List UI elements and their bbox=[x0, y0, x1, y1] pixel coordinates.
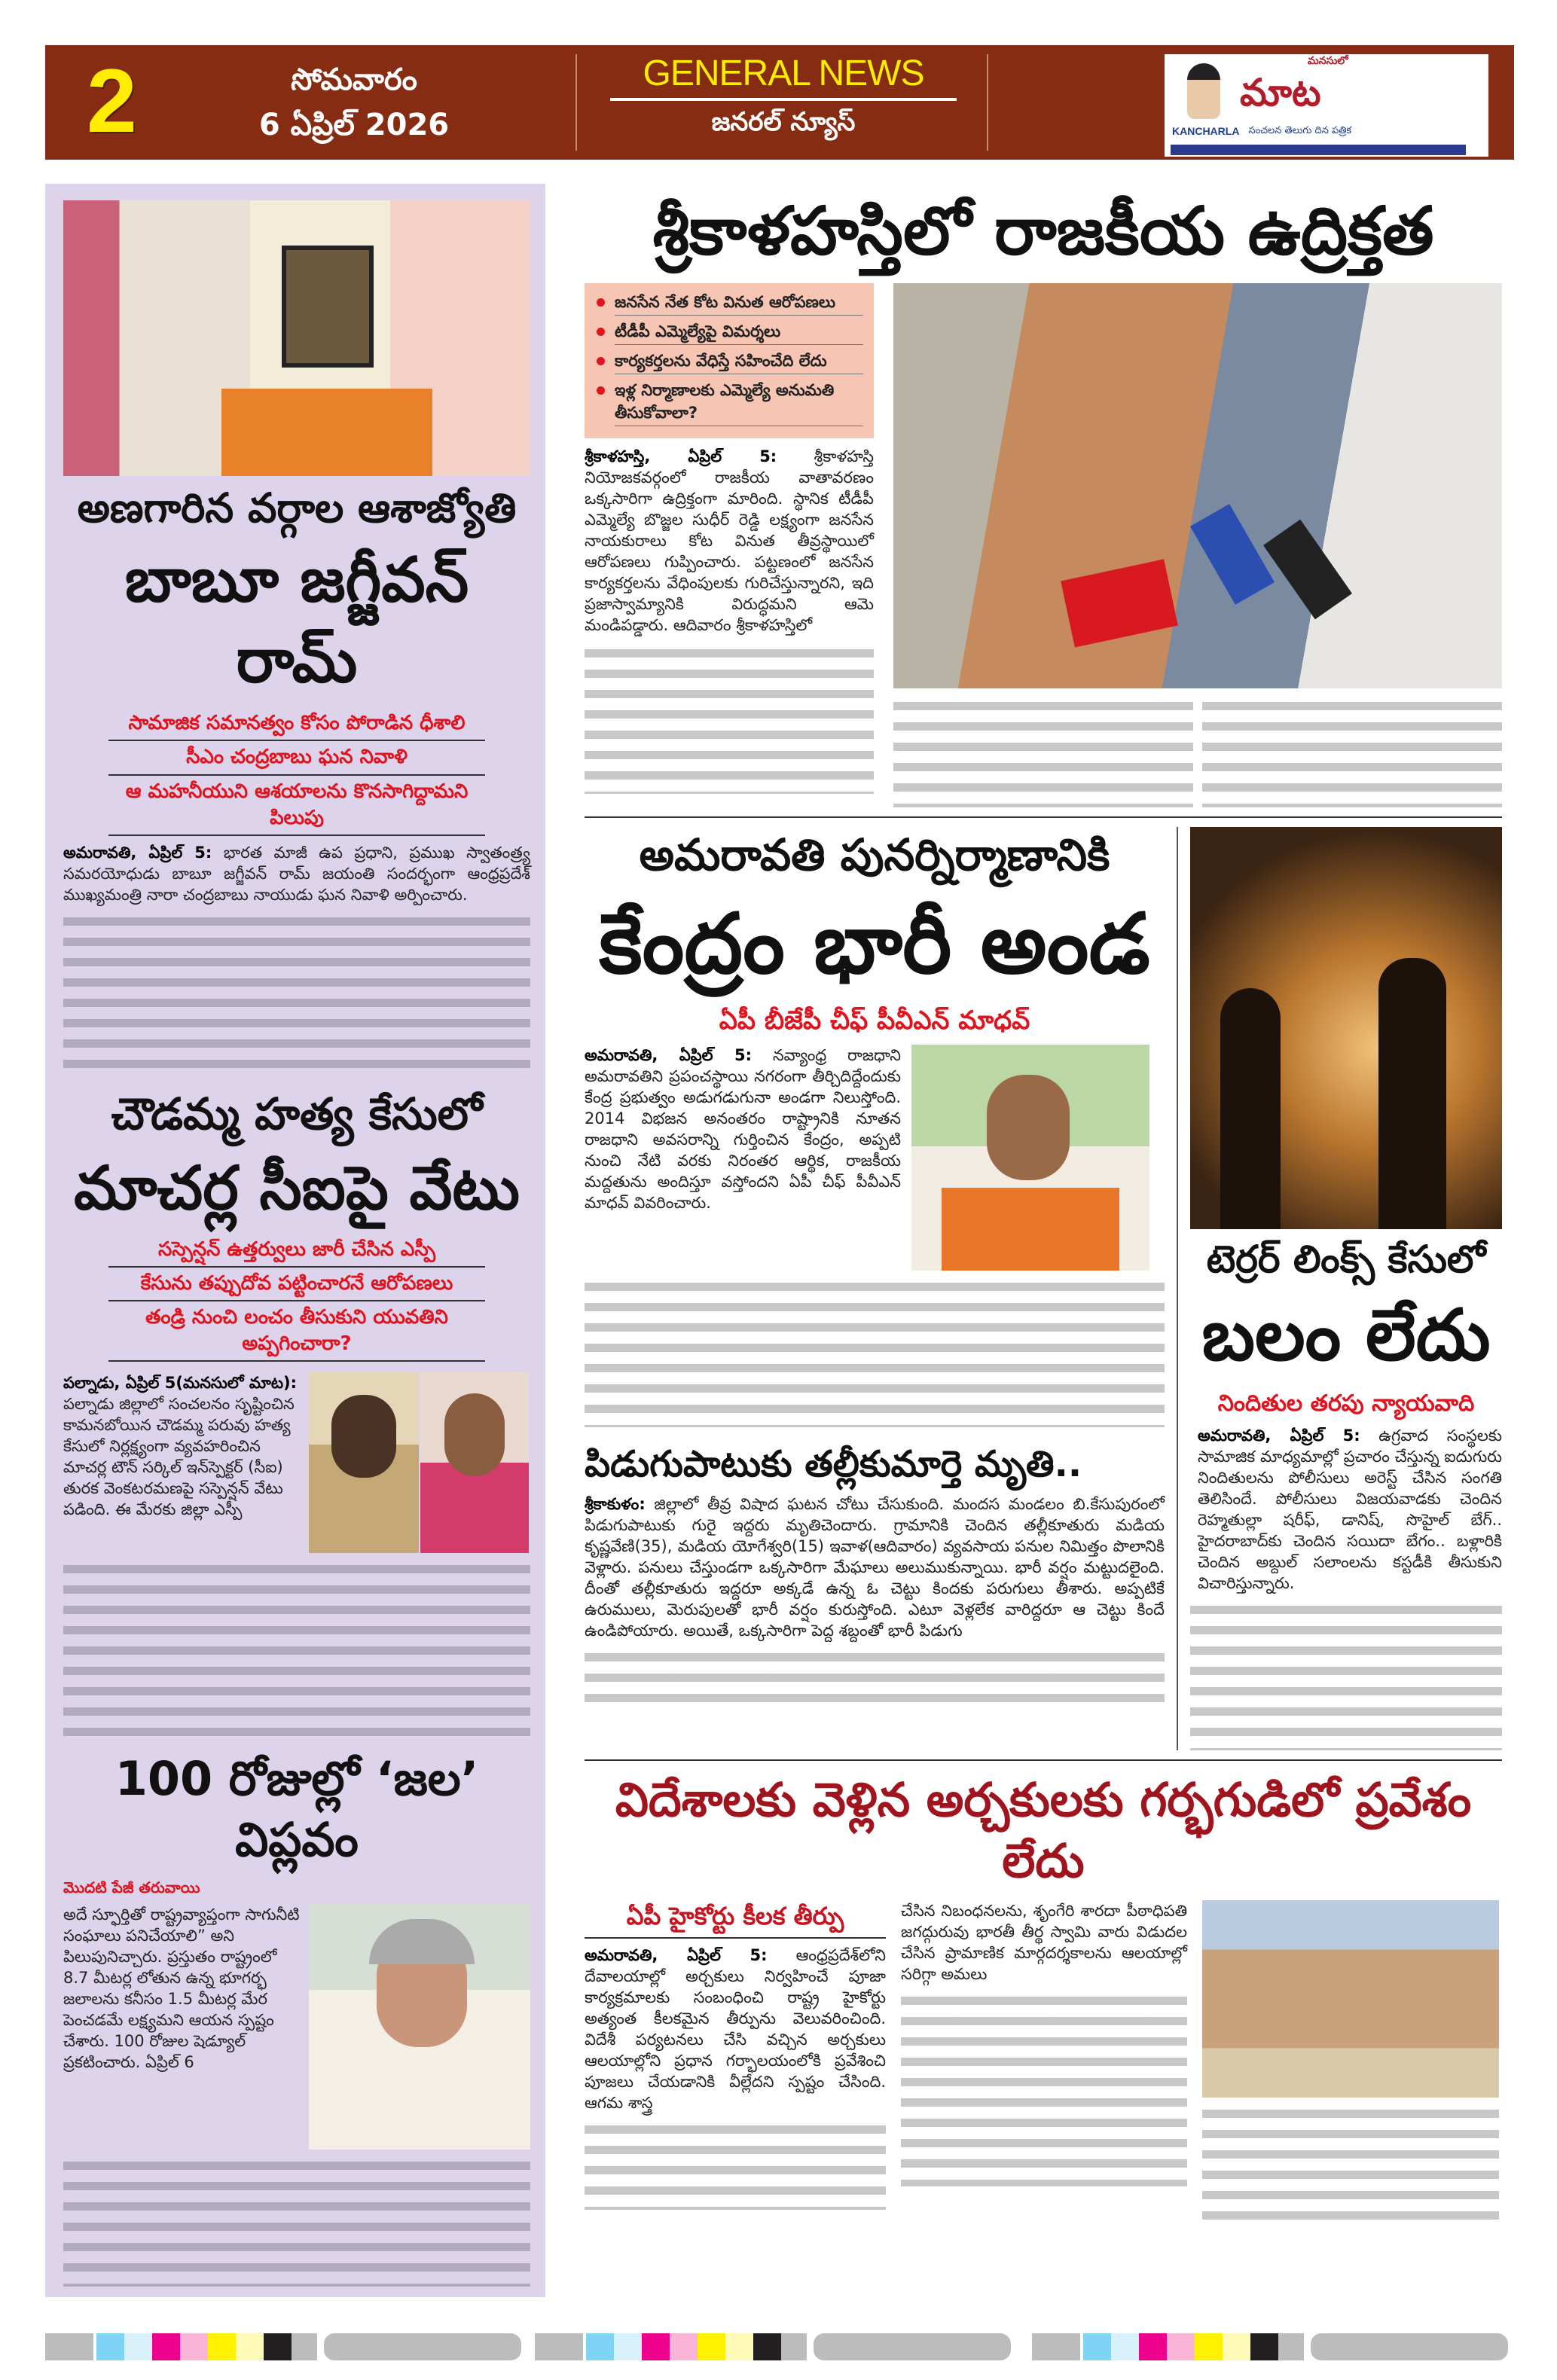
date: 6 ఏప్రిల్ 2026 bbox=[258, 108, 450, 142]
priests-body-col2 bbox=[901, 1900, 1187, 1985]
subhead: సీఎం చంద్రబాబు ఘన నివాళి bbox=[108, 741, 485, 775]
newspaper-logo bbox=[1165, 54, 1488, 157]
article-text: పల్నాడు జిల్లాలో సంచలనం సృష్టించిన కామనబోయిన చౌడమ్మ పరువు హత్య కేసులో నిర్లక్ష్యంగా వ్యవహరించిన మాచర్ల టౌన్ సర్కిల్ ఇన్‌స్పెక్టర్ (సీఐ) తురక వెంకటరమణపై సస్పెన్షన్ వేటు పడింది. ఈ మేరకు జిల్లా ఎస్పీ bbox=[63, 1394, 295, 1518]
terror-body bbox=[1190, 1425, 1502, 1594]
lightning-headline: పిడుగుపాటుకు తల్లీకుమార్తె మృతి.. bbox=[585, 1442, 1082, 1485]
dateline: అమరావతి, ఏప్రిల్ 5: bbox=[1198, 1426, 1360, 1445]
jagjivan-kicker: అణగారిన వర్గాల ఆశాజ్యోతి bbox=[77, 484, 517, 532]
priests-col2 bbox=[901, 1900, 1187, 2186]
amaravati-story bbox=[585, 1045, 1165, 1271]
dateline: శ్రీకాకుళం: bbox=[585, 1495, 646, 1514]
bullet-icon bbox=[597, 357, 605, 365]
highlight-item bbox=[615, 349, 863, 374]
article-text: శ్రీకాళహస్తి నియోజకవర్గంలో రాజకీయ వాతావరణం ఒక్కసారిగా ఉద్రిక్తంగా మారింది. స్థానిక టీడీపీ ఎమ్మెల్యే బొజ్జల సుధీర్ రెడ్డి లక్ష్యంగా జనసేన నాయకురాలు కోట వినుత తీవ్రస్థాయిలో ఆరోపణలు గుప్పించారు. పట్టణంలో జనసేన కార్యకర్తలను వేధింపులకు గురిచేస్తున్నారని, ఇది ప్రజాస్వామ్యానికి విరుద్ధమని ఆమె మండిపడ్డారు. ఆదివారం శ్రీకాళహస్తిలో bbox=[585, 447, 874, 635]
face bbox=[444, 1393, 505, 1476]
color-swatch bbox=[586, 2333, 614, 2360]
chowdamma-body bbox=[63, 1372, 301, 1520]
dateline: పల్నాడు, ఏప్రిల్ 5(మనసులో మాట): bbox=[63, 1373, 298, 1392]
srikalahasti-highlights bbox=[585, 283, 874, 438]
text-continuation bbox=[901, 1991, 1187, 2186]
color-swatch bbox=[264, 2333, 292, 2360]
tv-mic-logo bbox=[1061, 560, 1178, 648]
masthead-divider bbox=[987, 54, 988, 151]
page-number: 2 bbox=[87, 50, 137, 151]
color-swatch bbox=[535, 2333, 583, 2360]
high-court-photo bbox=[1202, 1900, 1499, 2098]
chowdamma-subheads bbox=[63, 1234, 530, 1362]
color-swatch bbox=[614, 2333, 642, 2360]
subhead: ఆ మహనీయుని ఆశయాలను కొనసాగిద్దామని పిలుపు bbox=[108, 776, 485, 836]
column-divider bbox=[1177, 827, 1178, 1750]
subhead: కేసును తప్పుదోవ పట్టించారనే ఆరోపణలు bbox=[108, 1268, 485, 1301]
section-rule bbox=[610, 98, 957, 101]
dateline: అమరావతి, ఏప్రిల్ 5: bbox=[585, 1045, 753, 1064]
portrait-frame bbox=[282, 246, 374, 368]
jagjivan-body bbox=[63, 842, 530, 905]
highlight-text: ఇళ్ల నిర్మాణాలకు ఎమ్మెల్యే అనుమతి తీసుకోవాలా? bbox=[615, 381, 835, 423]
text-continuation bbox=[585, 643, 874, 794]
amaravati-body bbox=[585, 1045, 901, 1213]
jagjivan-subheads bbox=[63, 707, 530, 835]
article-text: చేసిన నిబంధనలను, శృంగేరి శారదా పీఠాధిపతి జగద్గురువు భారతీ తీర్థ స్వామి వారు విడుదల చేసిన ప్రామాణిక మార్గదర్శకాలను ఆలయాల్లో సరిగ్గా అమలు bbox=[901, 1902, 1187, 1984]
chowdamma-photos bbox=[309, 1372, 529, 1553]
logo-brand: మాట bbox=[1240, 71, 1321, 114]
amaravati-kicker: అమరావతి పునర్నిర్మాణానికి bbox=[639, 829, 1110, 881]
chowdamma-headline: మాచర్ల సీఐపై వేటు bbox=[74, 1152, 520, 1223]
color-swatch bbox=[642, 2333, 670, 2360]
color-swatch bbox=[1167, 2333, 1195, 2360]
gray-registration-bar bbox=[324, 2333, 521, 2360]
chandrababu-photo bbox=[309, 1904, 530, 2150]
logo-tagline: సంచలన తెలుగు దిన పత్రిక bbox=[1248, 125, 1352, 136]
article-text: భారత మాజీ ఉప ప్రధాని, ప్రముఖ స్వాతంత్ర్య సమరయోధుడు బాబూ జగ్జీవన్ రామ్ జయంతి సందర్భంగా ఆంధ్రప్రదేశ్ ముఖ్యమంత్రి నారా చంద్రబాబు నాయుడు ఘన నివాళి అర్పించారు. bbox=[63, 843, 530, 904]
subhead: సామాజిక సమానత్వం కోసం పోరాడిన ధీశాలి bbox=[108, 707, 485, 741]
color-swatch bbox=[1195, 2333, 1223, 2360]
highlight-text: జనసేన నేత కోట వినుత ఆరోపణలు bbox=[615, 293, 836, 312]
main-area bbox=[585, 188, 1502, 2320]
microphone-icon bbox=[1190, 504, 1275, 605]
text-continuation bbox=[63, 911, 530, 1080]
logo-bar bbox=[1171, 145, 1466, 155]
bullet-icon bbox=[597, 298, 605, 307]
gray-registration-bar bbox=[814, 2333, 1011, 2360]
color-swatch bbox=[1278, 2333, 1304, 2360]
amaravati-column bbox=[585, 827, 1165, 1707]
color-swatch bbox=[292, 2333, 317, 2360]
terror-silhouette-photo bbox=[1190, 827, 1502, 1229]
text-continuation bbox=[63, 1559, 530, 1743]
priests-headline: విదేశాలకు వెళ్లిన అర్చకులకు గర్భగుడిలో ప్రవేశం లేదు bbox=[615, 1772, 1472, 1888]
face bbox=[331, 1395, 396, 1478]
highlight-item bbox=[615, 320, 863, 345]
dateline: అమరావతి, ఏప్రిల్ 5: bbox=[585, 1946, 768, 1965]
logo-footer bbox=[1172, 124, 1351, 139]
color-swatch bbox=[152, 2333, 180, 2360]
bullet-icon bbox=[597, 328, 605, 336]
highlight-text: టీడీపీ ఎమ్మెల్యేపై విమర్శలు bbox=[615, 322, 781, 341]
highlight-item bbox=[615, 379, 863, 426]
color-swatch bbox=[1111, 2333, 1139, 2360]
pvn-madhav-photo bbox=[911, 1045, 1149, 1271]
srikalahasti-body-cont bbox=[893, 696, 1502, 807]
color-swatch bbox=[96, 2333, 124, 2360]
founder-portrait-icon bbox=[1187, 63, 1220, 119]
text-continuation bbox=[585, 2119, 886, 2210]
text-continuation bbox=[893, 696, 1193, 807]
srikalahasti-text-column bbox=[585, 283, 874, 794]
highlight-text: కార్యకర్తలను వేధిస్తే సహించేది లేదు bbox=[615, 352, 827, 371]
article-text: అదే స్ఫూర్తితో రాష్ట్రవ్యాప్తంగా సాగునీటి సంఘాలు పనిచేయాలి” అని పిలుపునిచ్చారు. ప్రస్తుతం రాష్ట్రంలో 8.7 మీటర్ల లోతున ఉన్న భూగర్భ జలాలను కనీసం 1.5 మీటర్ల మేర పెంచడమే లక్ష్యమని ఆయన స్పష్టం చేశారు. 100 రోజుల షెడ్యూల్ ప్రకటించారు. ఏప్రిల్ 6 bbox=[63, 1905, 300, 2071]
water-body bbox=[63, 1904, 301, 2073]
chowdamma-kicker: చౌడమ్మ హత్య కేసులో bbox=[111, 1088, 483, 1140]
microphone-icon bbox=[1263, 520, 1352, 620]
lightning-body bbox=[585, 1494, 1165, 1641]
color-swatch bbox=[670, 2333, 698, 2360]
logo-publisher: KANCHARLA bbox=[1172, 125, 1240, 137]
terror-column bbox=[1190, 827, 1502, 1750]
terror-subhead: నిందితుల తరపు న్యాయవాది bbox=[1217, 1390, 1475, 1417]
color-swatch bbox=[753, 2333, 781, 2360]
text-continuation bbox=[63, 2156, 530, 2287]
face bbox=[987, 1075, 1070, 1180]
silhouette bbox=[1220, 988, 1281, 1229]
section-title bbox=[588, 53, 979, 140]
srikalahasti-headline: శ్రీకాళహస్తిలో రాజకీయ ఉద్రిక్తత bbox=[652, 192, 1434, 270]
jagjivan-tribute-photo bbox=[63, 200, 530, 476]
press-meet-photo bbox=[893, 283, 1502, 688]
bullet-icon bbox=[597, 386, 605, 395]
article-text: నవ్యాంధ్ర రాజధాని అమరావతిని ప్రపంచస్థాయి నగరంగా తీర్చిదిద్దేందుకు కేంద్ర ప్రభుత్వం అడుగడుగునా అండగా నిలుస్తోంది. 2014 విభజన అనంతరం రాష్ట్రానికి నూతన రాజధాని అవసరాన్ని గుర్తించిన కేంద్రం, అప్పటి నుంచి నేటి వరకు నిరంతర ఆర్థిక, రాజకీయ మద్దతును అందిస్తూ వస్తోందని ఏపీ చీఫ్ పీవీఎన్ మాధవ్ వివరించారు. bbox=[585, 1045, 901, 1212]
priests-col1 bbox=[585, 1900, 886, 2210]
middle-section bbox=[585, 827, 1502, 1750]
silhouette bbox=[1378, 958, 1446, 1229]
color-swatch bbox=[1223, 2333, 1250, 2360]
color-swatch bbox=[1083, 2333, 1111, 2360]
water-headline: 100 రోజుల్లో ‘జల’ విప్లవం bbox=[114, 1751, 479, 1867]
text-continuation bbox=[1190, 1600, 1502, 1750]
logo-wordmark bbox=[1240, 54, 1481, 117]
subhead: సస్పెన్షన్ ఉత్తర్వులు జారీ చేసిన ఎస్పీ bbox=[108, 1234, 485, 1268]
text-continuation bbox=[1202, 2104, 1499, 2224]
article-text: ఆంధ్రప్రదేశ్‌లోని దేవాలయాల్లో అర్చకులు నిర్వహించే పూజా కార్యక్రమాలకు సంబంధించి రాష్ట్ర హైకోర్టు అత్యంత కీలకమైన తీర్పును వెలువరించింది. విదేశీ పర్యటనలు చేసి వచ్చిన అర్చకులు ఆలయాల్లోని ప్రధాన గర్భాలయంలోకి ప్రవేశించి పూజలు చేయడానికి వీల్లేదని స్పష్టం చేసింది. ఆగమ శాస్త్ర bbox=[585, 1946, 886, 2113]
jagjivan-headline: బాబూ జగ్జీవన్ రామ్ bbox=[124, 545, 469, 697]
ci-photo bbox=[309, 1372, 419, 1553]
color-swatch bbox=[698, 2333, 725, 2360]
srikalahasti-body bbox=[585, 446, 874, 636]
gray-registration-bar bbox=[1311, 2333, 1508, 2360]
left-sidebar-content bbox=[63, 200, 530, 2287]
text-continuation bbox=[585, 1647, 1165, 1707]
flower-garland bbox=[221, 389, 432, 476]
amaravati-headline: కేంద్రం భారీ అండ bbox=[599, 895, 1150, 992]
article-text: ఉగ్రవాద సంస్థలకు సామాజిక మాధ్యమాల్లో ప్రచారం చేస్తున్న ఐదుగురు నిందితులను పోలీసులు అరెస్ట్ చేసిన సంగతి తెలిసిందే. పోలీసులు విజయవాడకు చెందిన రెహ్మతుల్లా షరీఫ్, డానిష్, సొహైల్ బేగ్.. హైదరాబాద్‌కు చెందిన సయిదా బేగం.. బళ్లారికి చెందిన అబ్దుల్ సలాంలను కస్టడీకి తీసుకుని విచారిస్తున్నారు. bbox=[1198, 1426, 1502, 1593]
color-swatch bbox=[208, 2333, 236, 2360]
color-swatch bbox=[1139, 2333, 1167, 2360]
victim-photo bbox=[420, 1372, 529, 1553]
text-continuation bbox=[1202, 696, 1502, 807]
highlight-item bbox=[615, 291, 863, 316]
amaravati-subhead: ఏపీ బీజేపీ చీఫ్ పీవీఎన్ మాధవ్ bbox=[719, 1005, 1030, 1036]
section-title-te: జనరల్ న్యూస్ bbox=[711, 107, 856, 137]
color-swatch bbox=[180, 2333, 208, 2360]
priests-subhead: ఏపీ హైకోర్టు కీలక తీర్పు bbox=[585, 1900, 886, 1939]
color-swatch bbox=[236, 2333, 264, 2360]
section-divider bbox=[585, 816, 1502, 818]
color-swatch bbox=[45, 2333, 93, 2360]
scarf bbox=[942, 1188, 1119, 1271]
chowdamma-story bbox=[63, 1372, 530, 1553]
terror-kicker: టెర్రర్ లింక్స్ కేసులో bbox=[1206, 1237, 1486, 1282]
dateline: అమరావతి, ఏప్రిల్ 5: bbox=[63, 843, 212, 862]
srikalahasti-photo-column bbox=[893, 283, 1502, 807]
dateline: శ్రీకాళహస్తి, ఏప్రిల్ 5: bbox=[585, 447, 777, 466]
color-swatch bbox=[1032, 2333, 1080, 2360]
text-continuation bbox=[585, 1277, 1165, 1427]
color-swatch bbox=[781, 2333, 807, 2360]
continued-label: మొదటి పేజీ తరువాయి bbox=[63, 1878, 200, 1896]
priests-body bbox=[585, 1945, 886, 2113]
color-swatch bbox=[1250, 2333, 1278, 2360]
priests-story bbox=[585, 1900, 1502, 2224]
logo-small-text: మనసులో bbox=[1308, 55, 1348, 67]
issue-date bbox=[226, 57, 482, 148]
srikalahasti-story bbox=[585, 283, 1502, 807]
water-story bbox=[63, 1904, 530, 2150]
section-divider bbox=[585, 1759, 1502, 1761]
section-title-en: GENERAL NEWS bbox=[643, 53, 924, 93]
weekday: సోమవారం bbox=[291, 63, 417, 97]
hair bbox=[369, 1919, 475, 1964]
priests-col3 bbox=[1202, 1900, 1499, 2224]
color-swatch bbox=[124, 2333, 152, 2360]
color-swatch bbox=[725, 2333, 753, 2360]
masthead-divider bbox=[575, 54, 577, 151]
subhead: తండ్రి నుంచి లంచం తీసుకుని యువతిని అప్పగించారా? bbox=[108, 1301, 485, 1362]
article-text: జిల్లాలో తీవ్ర విషాద ఘటన చోటు చేసుకుంది. మందస మండలం బి.కేసుపురంలో పిడుగుపాటుకు గురై ఇద్దరు మృతిచెందారు. గ్రామానికి చెందిన తల్లీకూతురు మడియ కృష్ణవేణి(35), మడియ యోగేశ్వరి(15) ఇవాళ(ఆదివారం) వ్యవసాయ పనుల నిమిత్తం పొలానికి వెళ్లారు. పనులు చేస్తుండగా ఒక్కసారిగా మేఘాలు అలుముకున్నాయి. భారీ వర్షం మట్టుదలైంది. దీంతో తల్లీకూతురు ఇద్దరూ అక్కడే ఉన్న ఓ చెట్టు కిందకు పరుగులు తీశారు. అప్పటికే ఉరుములు, మెరుపులతో భారీ వర్షం కురుస్తోంది. ఎటూ వెళ్లలేక వారిద్దరూ ఆ చెట్టు కిందే ఉండిపోయారు. అయితే, ఒక్కసారిగా పెద్ద శబ్దంతో భారీ పిడుగు bbox=[585, 1495, 1165, 1640]
terror-headline: బలం లేదు bbox=[1201, 1295, 1491, 1378]
print-registration-marks bbox=[45, 2333, 1514, 2360]
